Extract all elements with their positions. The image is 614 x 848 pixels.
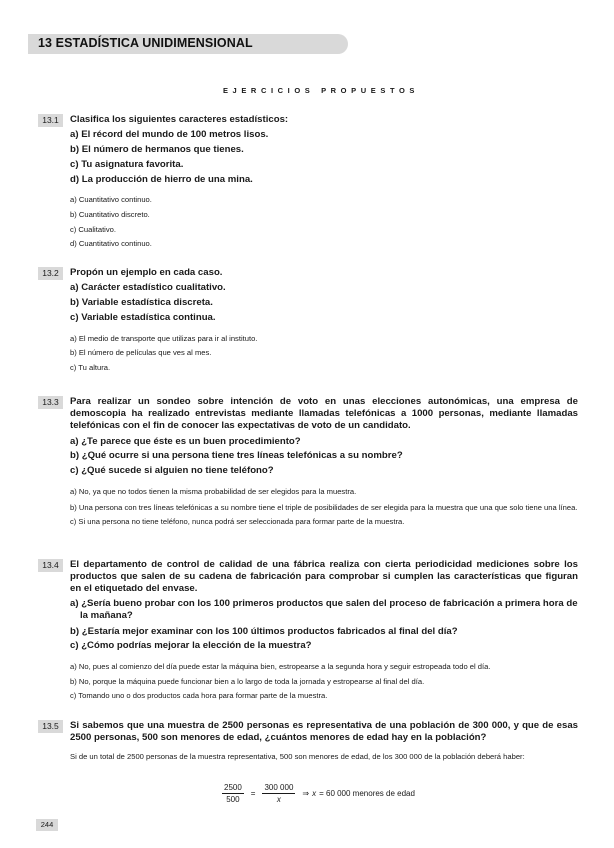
question-list xyxy=(70,128,578,187)
answer-item: b) Cuantitativo discreto. xyxy=(70,209,150,219)
question-item: b) ¿Qué ocurre si una persona tiene tres líneas telefónicas a su nombre? xyxy=(70,450,403,462)
question-item: c) ¿Qué sucede si alguien no tiene teléfono? xyxy=(70,465,274,477)
exercise-13-3 xyxy=(38,396,578,529)
exercise-statement: El departamento de control de calidad de una fábrica realiza con cierta periodicidad mediciones sobre los productos que salen de su cadena de fabricación para comprobar si cumplen las características que figuran en el etiquetado del envase. xyxy=(70,559,578,595)
exercise-number: 13.5 xyxy=(38,720,63,733)
question-list xyxy=(70,281,578,325)
answer-item: a) No, ya que no todos tienen la misma probabilidad de ser elegidos para la muestra. xyxy=(70,487,357,496)
formula-result: = 60 000 menores de edad xyxy=(319,789,415,798)
question-item: a) Carácter estadístico cualitativo. xyxy=(70,282,226,294)
question-item: d) La producción de hierro de una mina. xyxy=(70,173,253,185)
answer-item: b) Una persona con tres líneas telefónicas a su nombre tiene el triple de posibilidades de ser elegida para la muestra que una que solo tiene una línea. xyxy=(70,502,578,512)
fraction-denominator: x xyxy=(276,795,281,804)
fraction-denominator: 500 xyxy=(226,795,240,804)
question-item: a) ¿Te parece que éste es un buen procedimiento? xyxy=(70,435,301,447)
exercise-number: 13.4 xyxy=(38,559,63,572)
implies-symbol: ⇒ xyxy=(302,789,310,798)
question-item: a) ¿Sería bueno probar con los 100 primeros productos que salen del proceso de fabricación a primera hora de la mañana? xyxy=(70,597,578,621)
variable-x: x xyxy=(312,789,317,798)
answer-list xyxy=(70,660,578,704)
answer-list xyxy=(70,485,578,529)
answer-item: c) Tomando uno o dos productos cada hora para formar parte de la muestra. xyxy=(70,691,328,701)
exercise-13-2 xyxy=(38,267,578,375)
answer-list xyxy=(70,193,578,251)
exercise-statement: Propón un ejemplo en cada caso. xyxy=(70,267,223,278)
exercise-13-4 xyxy=(38,559,578,704)
answer-item: c) Si una persona no tiene teléfono, nunca podrá ser seleccionada para formar parte de la muestra. xyxy=(70,516,405,526)
fraction-numerator: 2500 xyxy=(224,783,242,792)
exercise-statement: Clasifica los siguientes caracteres estadísticos: xyxy=(70,114,289,125)
question-item: c) ¿Cómo podrías mejorar la elección de la muestra? xyxy=(70,640,312,652)
chapter-title: 13 ESTADÍSTICA UNIDIMENSIONAL xyxy=(38,36,253,50)
question-item: c) Tu asignatura favorita. xyxy=(70,158,184,170)
question-item: b) ¿Estaría mejor examinar con los 100 últimos productos fabricados al final del día? xyxy=(70,625,458,637)
exercise-13-1 xyxy=(38,114,578,252)
exercise-number: 13.3 xyxy=(38,396,63,409)
exercise-statement: Si sabemos que una muestra de 2500 personas es representativa de una población de 300 000, y que de esas 2500 personas, 500 son menores de edad, ¿cuántos menores de edad hay en la población? xyxy=(70,720,578,744)
proportion-formula xyxy=(218,783,415,804)
question-list xyxy=(70,435,578,479)
fraction-numerator: 300 000 xyxy=(264,783,294,792)
answer-item: c) Tu altura. xyxy=(70,362,111,372)
section-title: EJERCICIOS PROPUESTOS xyxy=(222,86,420,95)
answer-item: a) No, pues al comienzo del día puede estar la máquina bien, estropearse a la segunda hora y seguir estropeada todo el día. xyxy=(70,662,491,672)
question-item: a) El récord del mundo de 100 metros lisos. xyxy=(70,129,269,141)
answer-item: d) Cuantitativo continuo. xyxy=(70,239,152,249)
answer-item: b) El número de películas que ves al mes. xyxy=(70,348,212,358)
fraction-left xyxy=(222,783,244,804)
answer-item: a) El medio de transporte que utilizas para ir al instituto. xyxy=(70,333,258,343)
fraction-right xyxy=(262,783,295,804)
exercise-number: 13.1 xyxy=(38,114,63,127)
exercise-statement: Para realizar un sondeo sobre intención de voto en unas elecciones autonómicas, una empresa de demoscopia ha realizado entrevistas mediante llamadas telefónicas a 1000 personas, mediante llamadas telefónicas con el fin de conocer las expectativas de voto de un candidato. xyxy=(70,396,578,432)
question-item: b) Variable estadística discreta. xyxy=(70,297,213,308)
answer-item: a) Cuantitativo continuo. xyxy=(70,195,152,205)
answer-list xyxy=(70,332,578,376)
question-item: c) Variable estadística continua. xyxy=(70,311,216,323)
question-item: b) El número de hermanos que tienes. xyxy=(70,144,244,155)
equals-sign: = xyxy=(250,789,256,798)
answer-item: b) No, porque la máquina puede funcionar bien a lo largo de toda la jornada y estropearse al final del día. xyxy=(70,676,425,686)
question-list xyxy=(70,598,578,655)
exercise-number: 13.2 xyxy=(38,267,63,280)
answer-text: Si de un total de 2500 personas de la muestra representativa, 500 son menores de edad, de los 300 000 de la población deberá haber: xyxy=(70,752,525,762)
exercise-13-5 xyxy=(38,720,578,762)
answer-item: c) Cualitativo. xyxy=(70,224,117,234)
page-number: 244 xyxy=(36,819,58,831)
